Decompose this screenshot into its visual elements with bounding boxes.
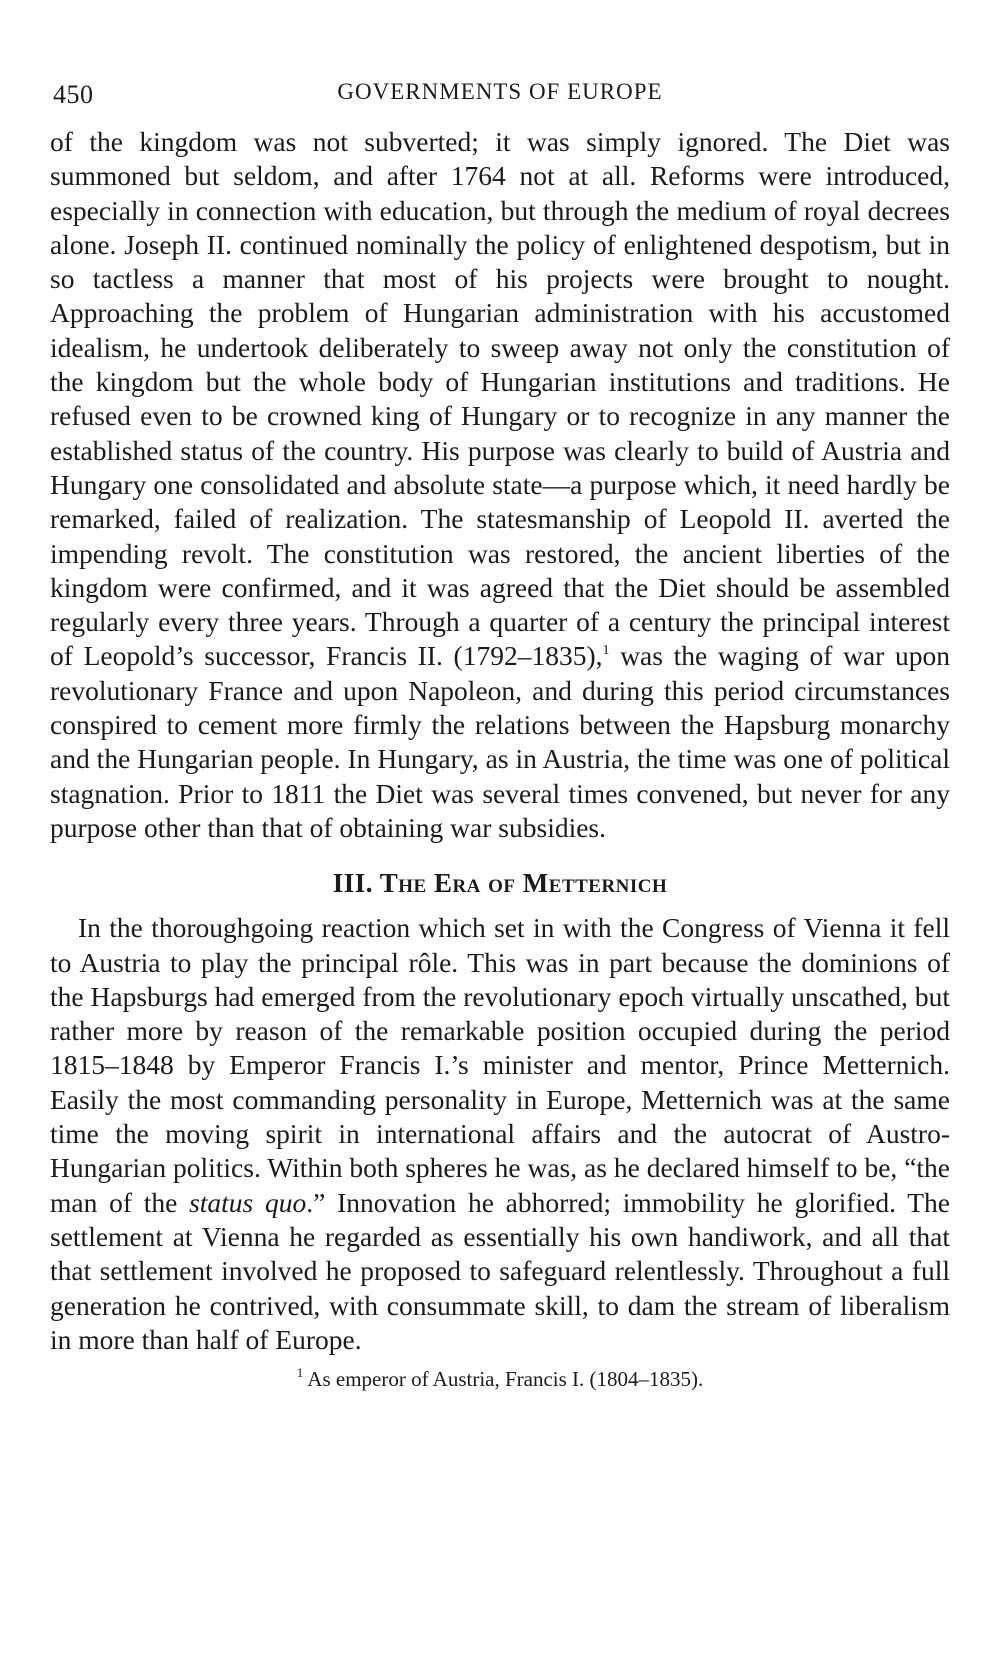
footnote-text: As emperor of Austria, Francis I. (1804–1835). [303, 1367, 704, 1392]
paragraph-text: .” Innovation he abhorred; immobility he glorified. The settlement at Vienna he regarded as essentially his own handiwork, and all that that settlement involved he proposed to safeguard relentlessly. Throughout a full generation he contrived, with consummate skill, to dam the stream of liberalism in more than half of Europe. [50, 1186, 951, 1355]
paragraph-text: of the kingdom was not subverted; it was simply ignored. The Diet was summoned but seldom, and after 1764 not at all. Reforms were introduced, especially in connection with education, but through the medium of royal decrees alone. Joseph II. continued nominally the policy of enlightened despotism, but in so tactless a manner that most of his projects were brought to nought. Approaching the problem of Hungarian administration with his accustomed idealism, he undertook deliberately to sweep away not only the constitution of the kingdom but the whole body of Hungarian institutions and traditions. He refused even to be crowned king of Hungary or to recognize in any manner the established status of the country. His purpose was clearly to build of Austria and Hungary one consolidated and absolute state—a purpose which, it need hardly be remarked, failed of realization. The statesmanship of Leopold II. averted the impending revolt. The constitution was restored, the ancient liberties of the kingdom were confirmed, and it was agreed that the Diet should be assembled regularly every three years. Through a quarter of a century the principal interest of Leopold’s successor, Francis II. (1792–1835), [50, 126, 950, 672]
section-heading: III. The Era of Metternich [332, 868, 668, 899]
paragraph-text: was the waging of war upon revolutionary France and upon Napoleon, and during this period circumstances conspired to cement more firmly the relations between the Hapsburg monarchy and the Hungarian people. In Hungary, as in Austria, the time was one of political stagnation. Prior to 1811 the Diet was several times convened, but never for any purpose other than that of obtaining war subsidies. [50, 640, 951, 843]
book-page [50, 70, 950, 1393]
footnote [50, 1365, 950, 1393]
running-head [50, 70, 950, 109]
italic-phrase: status quo [189, 1186, 307, 1218]
page-number: 450 [53, 80, 94, 109]
paragraph-text: In the thoroughgoing reaction which set in with the Congress of Vienna it fell to Austria to play the principal rôle. This was in part because the dominions of the Hapsburgs had emerged from the revolutionary epoch virtually unscathed, but rather more by reason of the remarkable position occupied during the period 1815–1848 by Emperor Francis I.’s minister and mentor, Prince Metternich. Easily the most commanding personality in Europe, Metternich was at the same time the moving spirit in international affairs and the autocrat of Austro-Hungarian politics. Within both spheres he was, as he declared himself to be, “the man of the [50, 912, 950, 1218]
footnote-reference: 1 [602, 643, 610, 659]
footnote-marker: 1 [296, 1365, 304, 1381]
running-title: GOVERNMENTS OF EUROPE [337, 79, 663, 104]
body-paragraph [50, 125, 950, 845]
body-paragraph [50, 911, 950, 1357]
